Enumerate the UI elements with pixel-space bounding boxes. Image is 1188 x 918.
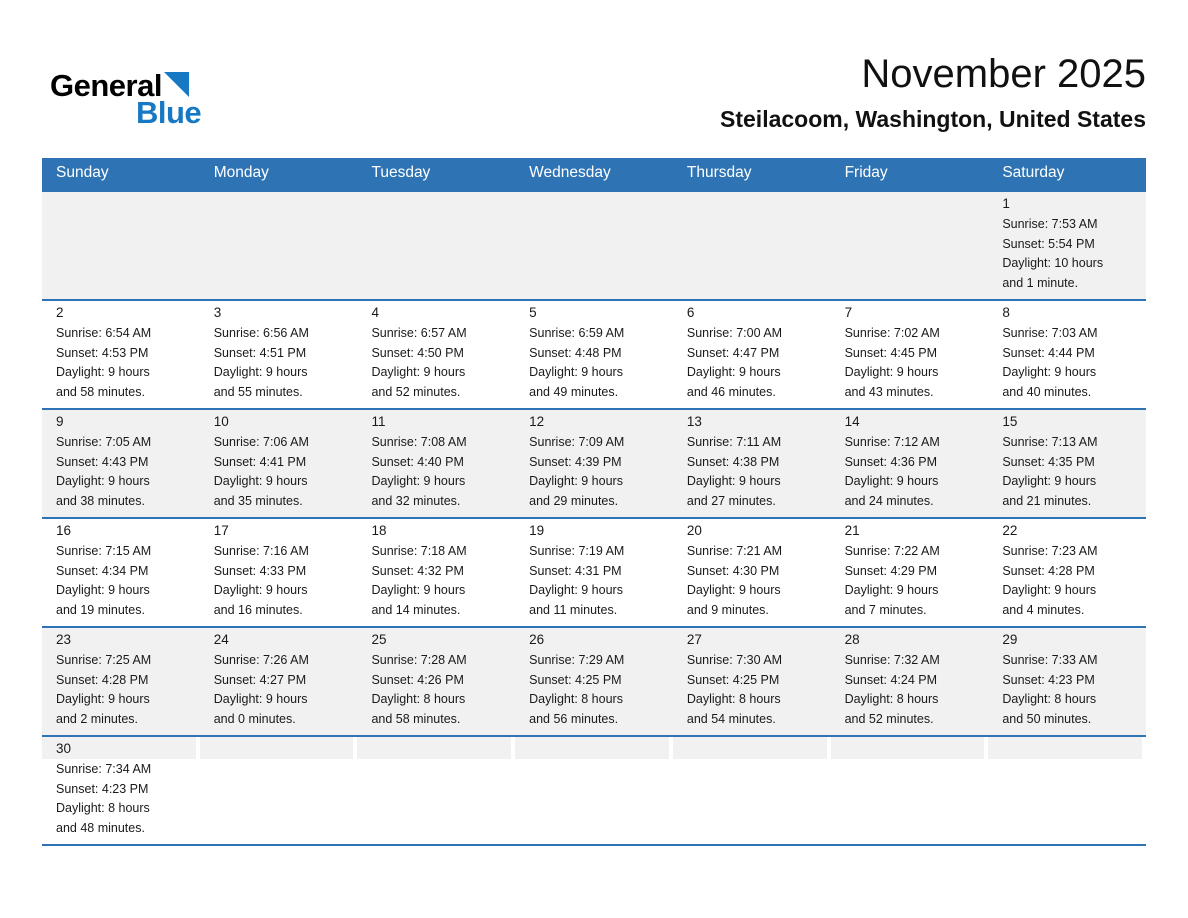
day-number: 20 bbox=[686, 523, 702, 538]
day-number: 29 bbox=[1002, 632, 1018, 647]
calendar-day-cell bbox=[988, 192, 1146, 299]
day-number: 27 bbox=[686, 632, 702, 647]
day-details bbox=[831, 650, 985, 729]
cell-detail-line: Daylight: 8 hours bbox=[56, 801, 150, 815]
day-details bbox=[673, 541, 827, 620]
cell-detail-line: Daylight: 9 hours bbox=[213, 365, 308, 379]
cell-detail-line: Sunrise: 7:32 AM bbox=[844, 653, 940, 667]
day-number: 2 bbox=[56, 305, 64, 320]
weekday-monday: Monday bbox=[213, 164, 269, 181]
cell-detail-line: Sunrise: 7:21 AM bbox=[686, 544, 783, 558]
day-details bbox=[357, 214, 511, 215]
day-details bbox=[515, 541, 669, 620]
day-details bbox=[673, 323, 827, 402]
cell-detail-line: and 54 minutes. bbox=[686, 711, 776, 726]
cell-detail-line: Sunrise: 7:13 AM bbox=[1002, 435, 1098, 449]
day-number: 30 bbox=[42, 737, 196, 759]
calendar-day-cell bbox=[357, 628, 515, 735]
calendar-week-row bbox=[42, 408, 1146, 517]
cell-detail-line: Sunrise: 7:06 AM bbox=[213, 435, 309, 449]
day-number: 14 bbox=[844, 414, 860, 429]
cell-detail-line: Sunset: 4:23 PM bbox=[56, 781, 149, 796]
cell-detail-line: Daylight: 9 hours bbox=[1002, 365, 1097, 379]
day-number: 6 bbox=[686, 305, 695, 320]
day-number: 28 bbox=[844, 632, 860, 647]
cell-detail-line: Sunrise: 7:25 AM bbox=[56, 653, 152, 667]
day-details bbox=[515, 214, 669, 215]
calendar-empty-cell bbox=[831, 192, 989, 299]
cell-detail-line: and 9 minutes. bbox=[686, 602, 769, 617]
day-details bbox=[42, 214, 196, 215]
calendar-day-cell bbox=[357, 301, 515, 408]
day-number: 25 bbox=[371, 632, 387, 647]
cell-detail-line: and 14 minutes. bbox=[371, 602, 461, 617]
weekday-tuesday: Tuesday bbox=[371, 164, 431, 181]
calendar-day-cell bbox=[200, 301, 358, 408]
cell-detail-line: and 48 minutes. bbox=[56, 820, 145, 835]
cell-detail-line: and 55 minutes. bbox=[213, 384, 303, 399]
calendar-day-cell bbox=[42, 737, 200, 844]
cell-detail-line: Sunrise: 7:03 AM bbox=[1002, 326, 1098, 340]
calendar-day-cell bbox=[42, 410, 200, 517]
calendar-day-cell bbox=[200, 519, 358, 626]
cell-detail-line: Sunset: 4:41 PM bbox=[213, 454, 307, 469]
cell-detail-line: Daylight: 9 hours bbox=[1002, 583, 1097, 597]
cell-detail-line: Daylight: 9 hours bbox=[213, 474, 308, 488]
weekday-wednesday: Wednesday bbox=[529, 164, 611, 181]
cell-detail-line: and 35 minutes. bbox=[213, 493, 303, 508]
day-number: 8 bbox=[1002, 305, 1010, 320]
calendar-week-row bbox=[42, 735, 1146, 844]
weekday-header-bar bbox=[42, 158, 1146, 190]
day-number: 7 bbox=[844, 305, 853, 320]
cell-detail-line: and 58 minutes. bbox=[371, 711, 461, 726]
calendar-day-cell bbox=[673, 301, 831, 408]
day-details bbox=[515, 323, 669, 402]
day-details bbox=[515, 759, 669, 760]
cell-detail-line: and 50 minutes. bbox=[1002, 711, 1092, 726]
day-number: 26 bbox=[529, 632, 545, 647]
logo-text-general: General bbox=[50, 68, 162, 103]
calendar-empty-cell bbox=[42, 192, 200, 299]
day-details bbox=[831, 541, 985, 620]
day-number bbox=[831, 192, 985, 214]
day-number bbox=[831, 737, 985, 759]
cell-detail-line: Sunrise: 7:15 AM bbox=[56, 544, 152, 558]
day-details bbox=[357, 323, 511, 402]
calendar-empty-cell bbox=[988, 737, 1146, 844]
cell-detail-line: Sunset: 4:29 PM bbox=[844, 563, 938, 578]
day-details bbox=[357, 541, 511, 620]
cell-detail-line: Daylight: 9 hours bbox=[213, 583, 308, 597]
calendar-day-cell bbox=[515, 410, 673, 517]
day-number: 23 bbox=[56, 632, 72, 647]
weekday-sunday: Sunday bbox=[56, 164, 109, 181]
day-details bbox=[200, 323, 354, 402]
cell-detail-line: and 2 minutes. bbox=[56, 711, 138, 726]
day-details bbox=[200, 541, 354, 620]
day-number: 24 bbox=[213, 632, 229, 647]
day-details bbox=[200, 214, 354, 215]
cell-detail-line: Sunrise: 7:18 AM bbox=[371, 544, 467, 558]
cell-detail-line: Sunrise: 6:57 AM bbox=[371, 326, 467, 340]
calendar-week-row bbox=[42, 626, 1146, 735]
cell-detail-line: Daylight: 8 hours bbox=[844, 692, 939, 706]
day-number: 4 bbox=[371, 305, 379, 320]
cell-detail-line: and 4 minutes. bbox=[1002, 602, 1085, 617]
day-number: 9 bbox=[56, 414, 64, 429]
day-number bbox=[200, 192, 354, 214]
cell-detail-line: Daylight: 9 hours bbox=[686, 474, 781, 488]
calendar-day-cell bbox=[831, 410, 989, 517]
day-number bbox=[357, 192, 511, 214]
day-details bbox=[831, 323, 985, 402]
day-number: 18 bbox=[371, 523, 387, 538]
cell-detail-line: Sunrise: 7:05 AM bbox=[56, 435, 152, 449]
calendar-day-cell bbox=[988, 628, 1146, 735]
day-number: 10 bbox=[213, 414, 229, 429]
cell-detail-line: and 21 minutes. bbox=[1002, 493, 1092, 508]
calendar-day-cell bbox=[357, 519, 515, 626]
day-details bbox=[831, 432, 985, 511]
day-details bbox=[42, 650, 196, 729]
cell-detail-line: Sunrise: 7:16 AM bbox=[213, 544, 309, 558]
page-header bbox=[42, 0, 1146, 158]
calendar-day-cell bbox=[200, 410, 358, 517]
cell-detail-line: Sunset: 4:23 PM bbox=[1002, 672, 1095, 687]
general-blue-logo bbox=[50, 70, 201, 128]
cell-detail-line: Daylight: 9 hours bbox=[529, 365, 623, 379]
day-number: 19 bbox=[529, 523, 545, 538]
day-details bbox=[42, 541, 196, 620]
calendar-day-cell bbox=[42, 628, 200, 735]
cell-detail-line: and 24 minutes. bbox=[844, 493, 934, 508]
cell-detail-line: and 19 minutes. bbox=[56, 602, 145, 617]
day-number: 22 bbox=[1002, 523, 1018, 538]
weekday-saturday: Saturday bbox=[1002, 164, 1065, 181]
day-details bbox=[515, 432, 669, 511]
day-number: 17 bbox=[213, 523, 229, 538]
calendar-day-cell bbox=[988, 519, 1146, 626]
day-number: 12 bbox=[529, 414, 545, 429]
day-details bbox=[42, 323, 196, 402]
weekday-thursday: Thursday bbox=[686, 164, 752, 181]
day-details bbox=[673, 432, 827, 511]
day-number bbox=[42, 192, 196, 214]
cell-detail-line: Daylight: 9 hours bbox=[56, 583, 150, 597]
day-details bbox=[673, 214, 827, 215]
cell-detail-line: Sunrise: 7:53 AM bbox=[1002, 217, 1098, 231]
calendar-day-cell bbox=[357, 410, 515, 517]
cell-detail-line: Sunrise: 7:22 AM bbox=[844, 544, 940, 558]
cell-detail-line: Daylight: 9 hours bbox=[56, 692, 150, 706]
cell-detail-line: and 56 minutes. bbox=[529, 711, 619, 726]
cell-detail-line: and 49 minutes. bbox=[529, 384, 619, 399]
cell-detail-line: Daylight: 9 hours bbox=[371, 365, 466, 379]
calendar-empty-cell bbox=[515, 737, 673, 844]
cell-detail-line: Daylight: 9 hours bbox=[686, 583, 781, 597]
calendar-day-cell bbox=[988, 410, 1146, 517]
day-details bbox=[357, 759, 511, 760]
day-details bbox=[357, 432, 511, 511]
cell-detail-line: Sunset: 4:48 PM bbox=[529, 345, 622, 360]
cell-detail-line: Sunrise: 7:09 AM bbox=[529, 435, 625, 449]
day-number: 16 bbox=[56, 523, 72, 538]
cell-detail-line: and 0 minutes. bbox=[213, 711, 296, 726]
cell-detail-line: Sunset: 4:50 PM bbox=[371, 345, 464, 360]
cell-detail-line: Daylight: 9 hours bbox=[56, 474, 150, 488]
calendar-week-row bbox=[42, 190, 1146, 299]
cell-detail-line: Sunrise: 7:30 AM bbox=[686, 653, 783, 667]
cell-detail-line: Sunset: 4:32 PM bbox=[371, 563, 464, 578]
cell-detail-line: Sunset: 4:40 PM bbox=[371, 454, 464, 469]
calendar-day-cell bbox=[831, 519, 989, 626]
day-details bbox=[988, 541, 1142, 620]
calendar-location-subtitle: Steilacoom, Washington, United States bbox=[720, 106, 1146, 132]
day-details bbox=[831, 214, 985, 215]
cell-detail-line: and 43 minutes. bbox=[844, 384, 934, 399]
day-number: 3 bbox=[213, 305, 222, 320]
calendar-empty-cell bbox=[515, 192, 673, 299]
cell-detail-line: Daylight: 9 hours bbox=[1002, 474, 1097, 488]
day-details bbox=[831, 759, 985, 760]
day-details bbox=[42, 759, 196, 838]
day-details bbox=[673, 759, 827, 760]
day-number bbox=[988, 737, 1142, 759]
cell-detail-line: and 40 minutes. bbox=[1002, 384, 1092, 399]
day-details bbox=[200, 432, 354, 511]
cell-detail-line: Sunset: 4:25 PM bbox=[686, 672, 780, 687]
cell-detail-line: Sunrise: 7:00 AM bbox=[686, 326, 783, 340]
cell-detail-line: and 16 minutes. bbox=[213, 602, 303, 617]
day-number bbox=[673, 192, 827, 214]
calendar-day-cell bbox=[515, 301, 673, 408]
logo-text-blue: Blue bbox=[136, 95, 202, 130]
cell-detail-line: Daylight: 9 hours bbox=[844, 583, 939, 597]
cell-detail-line: and 32 minutes. bbox=[371, 493, 461, 508]
calendar-day-cell bbox=[673, 519, 831, 626]
calendar-month-title: November 2025 bbox=[861, 52, 1146, 96]
cell-detail-line: Daylight: 9 hours bbox=[686, 365, 781, 379]
day-details bbox=[357, 650, 511, 729]
cell-detail-line: Sunrise: 7:19 AM bbox=[529, 544, 625, 558]
day-details bbox=[42, 432, 196, 511]
calendar-day-cell bbox=[988, 301, 1146, 408]
cell-detail-line: Daylight: 8 hours bbox=[371, 692, 466, 706]
cell-detail-line: Daylight: 9 hours bbox=[529, 474, 623, 488]
cell-detail-line: Sunrise: 7:28 AM bbox=[371, 653, 467, 667]
cell-detail-line: Daylight: 9 hours bbox=[529, 583, 623, 597]
cell-detail-line: Sunset: 4:31 PM bbox=[529, 563, 622, 578]
day-number bbox=[515, 192, 669, 214]
calendar-week-row bbox=[42, 299, 1146, 408]
cell-detail-line: Sunrise: 6:54 AM bbox=[56, 326, 152, 340]
day-number bbox=[515, 737, 669, 759]
weeks-grid bbox=[42, 190, 1146, 846]
day-details bbox=[988, 214, 1142, 293]
cell-detail-line: Sunset: 4:25 PM bbox=[529, 672, 622, 687]
cell-detail-line: and 52 minutes. bbox=[844, 711, 934, 726]
cell-detail-line: Daylight: 10 hours bbox=[1002, 256, 1104, 270]
cell-detail-line: Sunset: 4:24 PM bbox=[844, 672, 938, 687]
day-number: 1 bbox=[1002, 196, 1010, 211]
day-details bbox=[200, 650, 354, 729]
cell-detail-line: Sunset: 4:47 PM bbox=[686, 345, 780, 360]
cell-detail-line: and 58 minutes. bbox=[56, 384, 145, 399]
cell-detail-line: and 11 minutes. bbox=[529, 602, 618, 617]
day-details bbox=[515, 650, 669, 729]
cell-detail-line: Sunrise: 7:08 AM bbox=[371, 435, 467, 449]
calendar-day-cell bbox=[515, 519, 673, 626]
cell-detail-line: Sunset: 4:51 PM bbox=[213, 345, 307, 360]
calendar-empty-cell bbox=[673, 192, 831, 299]
calendar-day-cell bbox=[831, 301, 989, 408]
cell-detail-line: and 46 minutes. bbox=[686, 384, 776, 399]
cell-detail-line: Sunrise: 7:02 AM bbox=[844, 326, 940, 340]
day-details bbox=[673, 650, 827, 729]
cell-detail-line: Daylight: 9 hours bbox=[56, 365, 150, 379]
cell-detail-line: Sunrise: 7:26 AM bbox=[213, 653, 309, 667]
day-number: 15 bbox=[1002, 414, 1018, 429]
cell-detail-line: Sunset: 4:30 PM bbox=[686, 563, 780, 578]
weekday-friday: Friday bbox=[844, 164, 888, 181]
cell-detail-line: and 52 minutes. bbox=[371, 384, 461, 399]
cell-detail-line: Daylight: 9 hours bbox=[844, 365, 939, 379]
calendar-week-row bbox=[42, 517, 1146, 626]
cell-detail-line: Sunset: 4:28 PM bbox=[1002, 563, 1095, 578]
cell-detail-line: Sunset: 4:34 PM bbox=[56, 563, 149, 578]
cell-detail-line: and 1 minute. bbox=[1002, 275, 1079, 290]
day-details bbox=[988, 432, 1142, 511]
day-number: 13 bbox=[686, 414, 702, 429]
cell-detail-line: Sunset: 4:43 PM bbox=[56, 454, 149, 469]
cell-detail-line: Daylight: 8 hours bbox=[686, 692, 781, 706]
cell-detail-line: Sunrise: 7:29 AM bbox=[529, 653, 625, 667]
cell-detail-line: Sunset: 4:35 PM bbox=[1002, 454, 1095, 469]
calendar-day-cell bbox=[673, 410, 831, 517]
day-details bbox=[200, 759, 354, 760]
cell-detail-line: Sunrise: 7:11 AM bbox=[686, 435, 782, 449]
cell-detail-line: Daylight: 9 hours bbox=[371, 583, 466, 597]
cell-detail-line: Sunrise: 7:12 AM bbox=[844, 435, 940, 449]
day-details bbox=[988, 759, 1142, 760]
cell-detail-line: Sunset: 4:53 PM bbox=[56, 345, 149, 360]
cell-detail-line: and 29 minutes. bbox=[529, 493, 619, 508]
calendar-empty-cell bbox=[831, 737, 989, 844]
calendar-day-cell bbox=[831, 628, 989, 735]
cell-detail-line: Sunset: 4:38 PM bbox=[686, 454, 780, 469]
calendar bbox=[42, 158, 1146, 846]
cell-detail-line: and 27 minutes. bbox=[686, 493, 776, 508]
cell-detail-line: Sunset: 4:39 PM bbox=[529, 454, 622, 469]
cell-detail-line: Sunset: 4:28 PM bbox=[56, 672, 149, 687]
cell-detail-line: Sunset: 4:45 PM bbox=[844, 345, 938, 360]
cell-detail-line: Sunrise: 6:59 AM bbox=[529, 326, 625, 340]
calendar-empty-cell bbox=[673, 737, 831, 844]
cell-detail-line: Sunrise: 7:34 AM bbox=[56, 762, 152, 776]
calendar-day-cell bbox=[673, 628, 831, 735]
calendar-empty-cell bbox=[357, 192, 515, 299]
cell-detail-line: Sunrise: 7:33 AM bbox=[1002, 653, 1098, 667]
calendar-empty-cell bbox=[200, 737, 358, 844]
day-number bbox=[673, 737, 827, 759]
day-number: 11 bbox=[371, 414, 386, 429]
cell-detail-line: Sunset: 4:26 PM bbox=[371, 672, 464, 687]
day-number: 21 bbox=[844, 523, 860, 538]
cell-detail-line: Daylight: 8 hours bbox=[529, 692, 623, 706]
calendar-day-cell bbox=[42, 301, 200, 408]
cell-detail-line: Sunset: 4:36 PM bbox=[844, 454, 938, 469]
day-number bbox=[357, 737, 511, 759]
day-number: 5 bbox=[529, 305, 537, 320]
day-details bbox=[988, 323, 1142, 402]
calendar-day-cell bbox=[200, 628, 358, 735]
cell-detail-line: Sunrise: 7:23 AM bbox=[1002, 544, 1098, 558]
day-details bbox=[988, 650, 1142, 729]
title-block bbox=[720, 52, 1146, 133]
calendar-empty-cell bbox=[200, 192, 358, 299]
cell-detail-line: Sunset: 4:33 PM bbox=[213, 563, 307, 578]
cell-detail-line: Daylight: 8 hours bbox=[1002, 692, 1097, 706]
cell-detail-line: and 7 minutes. bbox=[844, 602, 927, 617]
cell-detail-line: Sunrise: 6:56 AM bbox=[213, 326, 309, 340]
cell-detail-line: Daylight: 9 hours bbox=[844, 474, 939, 488]
day-number bbox=[200, 737, 354, 759]
cell-detail-line: Sunset: 5:54 PM bbox=[1002, 236, 1095, 251]
cell-detail-line: Daylight: 9 hours bbox=[371, 474, 466, 488]
cell-detail-line: Sunset: 4:27 PM bbox=[213, 672, 307, 687]
cell-detail-line: and 38 minutes. bbox=[56, 493, 145, 508]
cell-detail-line: Sunset: 4:44 PM bbox=[1002, 345, 1095, 360]
calendar-day-cell bbox=[42, 519, 200, 626]
calendar-empty-cell bbox=[357, 737, 515, 844]
cell-detail-line: Daylight: 9 hours bbox=[213, 692, 308, 706]
calendar-day-cell bbox=[515, 628, 673, 735]
